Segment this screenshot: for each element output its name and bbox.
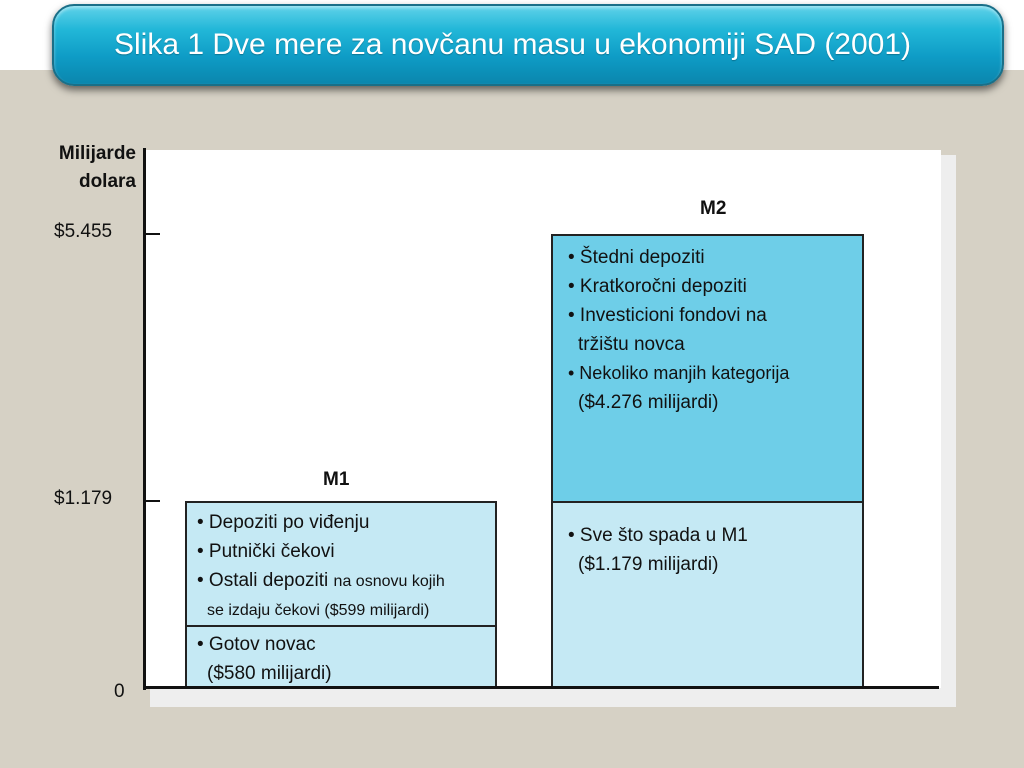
text-line: • Sve što spada u M1 <box>568 525 748 546</box>
text-line <box>197 566 445 596</box>
slide-title: Slika 1 Dve mere za novčanu masu u ekonomiji SAD (2001) <box>114 28 912 61</box>
y-axis-label <box>59 140 136 196</box>
text-line: se izdaju čekovi ($599 milijardi) <box>207 602 430 619</box>
text-part: • Ostali depoziti <box>197 570 334 591</box>
text-line: • Štedni depoziti <box>568 247 705 268</box>
y-tick-label-1179: $1.179 <box>54 488 113 509</box>
text-line: ($1.179 milijardi) <box>578 554 719 575</box>
m2-m1-text <box>568 521 748 579</box>
text-line <box>568 359 789 388</box>
y-axis-label-line-1: Milijarde <box>58 143 136 164</box>
m1-deposits-text <box>197 508 445 625</box>
text-part-small: na osnovu kojih <box>333 573 445 590</box>
m2-other-text <box>568 243 789 417</box>
y-axis <box>143 148 146 690</box>
text-line: • Kratkoročni depoziti <box>568 276 747 297</box>
y-axis-label-line-2: dolara <box>78 171 136 192</box>
bar-label-m2: M2 <box>700 198 727 219</box>
title-banner <box>52 4 1004 86</box>
text-line: • Investicioni fondovi na <box>568 305 767 326</box>
text-line: • Depoziti po viđenju <box>197 512 370 533</box>
text-line: ($4.276 milijardi) <box>578 392 719 413</box>
text-line: tržištu novca <box>578 334 685 355</box>
y-tick-5455 <box>144 233 160 235</box>
text-line: • Putnički čekovi <box>197 541 335 562</box>
y-tick-1179 <box>144 500 160 502</box>
m1-currency-text <box>197 630 332 688</box>
y-tick-label-0: 0 <box>114 681 125 702</box>
text-part: • Nekoliko manjih kategorija <box>568 363 790 383</box>
bar-label-m1: M1 <box>323 469 350 490</box>
text-line: ($580 milijardi) <box>207 663 332 684</box>
x-axis <box>143 686 939 689</box>
text-line: • Gotov novac <box>197 634 316 655</box>
y-tick-label-5455: $5.455 <box>54 221 113 242</box>
